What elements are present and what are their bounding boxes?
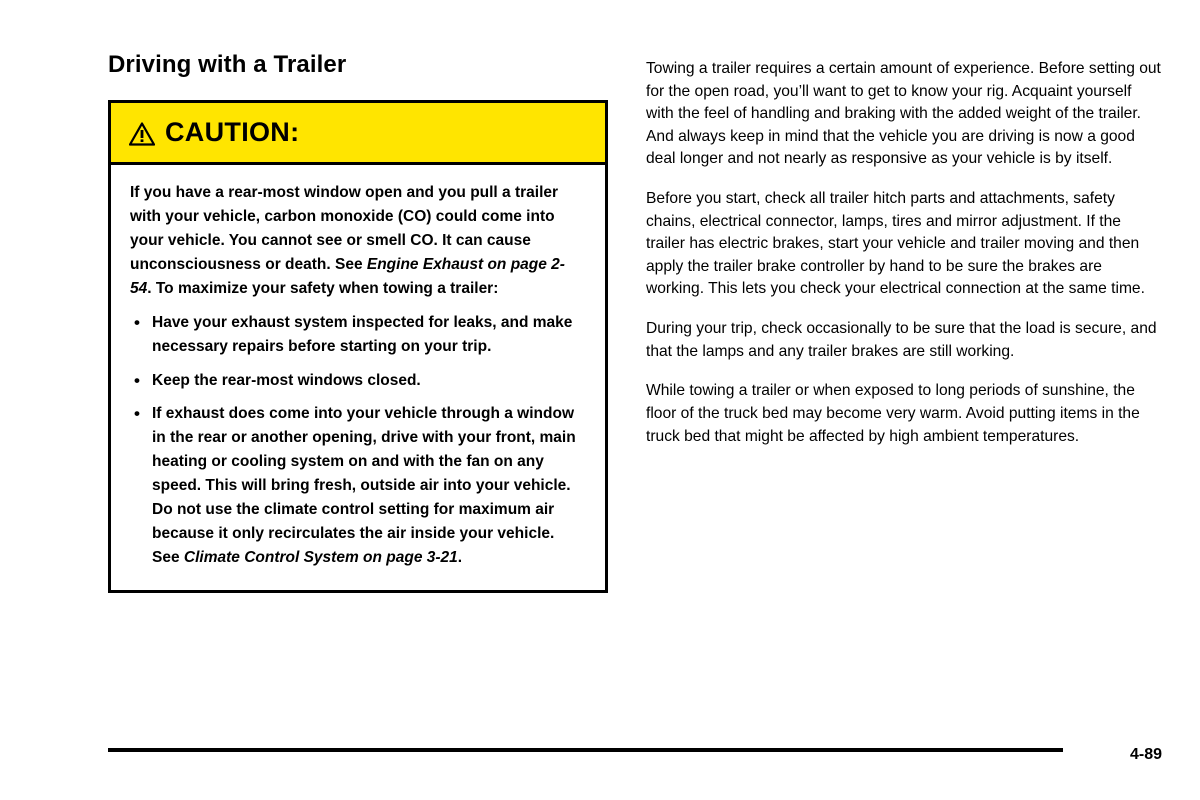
body-paragraph: While towing a trailer or when exposed to long periods of sunshine, the floor of the truck bed may become very warm. Avoid putting items in the truck bed that might be affected by high ambient temperatures. xyxy=(646,382,1140,445)
caution-body xyxy=(111,165,605,589)
right-column xyxy=(646,58,1162,448)
body-paragraph: Before you start, check all trailer hitch parts and attachments, safety chains, electrical connector, lamps, tires and mirror adjustment. If the trailer has electric brakes, start your vehicle and trailer moving and then apply the trailer brake controller by hand to be sure the brakes are working. This lets you check your electrical connection at the same time. xyxy=(646,190,1145,298)
page-number: 4-89 xyxy=(1129,746,1162,763)
list-item-text: Have your exhaust system inspected for leaks, and make necessary repairs before starting on your trip. xyxy=(152,314,573,356)
list-item-reference: Climate Control System on page 3-21 xyxy=(183,548,458,566)
list-item xyxy=(130,369,586,393)
page-title: Driving with a Trailer xyxy=(108,51,347,78)
body-paragraph: Towing a trailer requires a certain amount of experience. Before setting out for the open road, you’ll want to get to know your rig. Acquaint yourself with the feel of handling and braking with the added weight of the trailer. And always keep in mind that the vehicle you are driving is now a good deal longer and not nearly as responsive as your vehicle is by itself. xyxy=(646,60,1161,168)
body-paragraph: During your trip, check occasionally to be sure that the load is secure, and that the lamps and any trailer brakes are still working. xyxy=(646,320,1157,360)
list-item xyxy=(130,402,586,570)
caution-header xyxy=(111,103,605,165)
caution-intro-part1: If you have a rear-most window open and you pull a trailer with your vehicle, carbon monoxide (CO) could come into your vehicle. You cannot see or smell CO. It can cause unconsciousness or death. See xyxy=(130,184,559,274)
caution-box xyxy=(108,100,608,592)
list-item-text: If exhaust does come into your vehicle through a window in the rear or another opening, drive with your front, main heating or cooling system on and with the fan on any speed. This will bring fresh, outside air into your vehicle. Do not use the climate control setting for maximum air because it only recirculates the air inside your vehicle. See xyxy=(152,404,576,566)
footer-divider xyxy=(108,748,1063,752)
left-column xyxy=(108,52,614,593)
caution-intro xyxy=(130,181,586,301)
caution-intro-part2: . To maximize your safety when towing a trailer: xyxy=(147,280,499,298)
caution-label: CAUTION: xyxy=(165,117,300,148)
list-item xyxy=(130,311,586,359)
caution-intro-reference: Engine Exhaust on page 2-54 xyxy=(130,256,565,298)
list-item-text: Keep the rear-most windows closed. xyxy=(152,371,421,389)
warning-triangle-icon xyxy=(129,122,155,146)
list-item-text-end: . xyxy=(457,548,463,566)
caution-list xyxy=(130,311,586,569)
